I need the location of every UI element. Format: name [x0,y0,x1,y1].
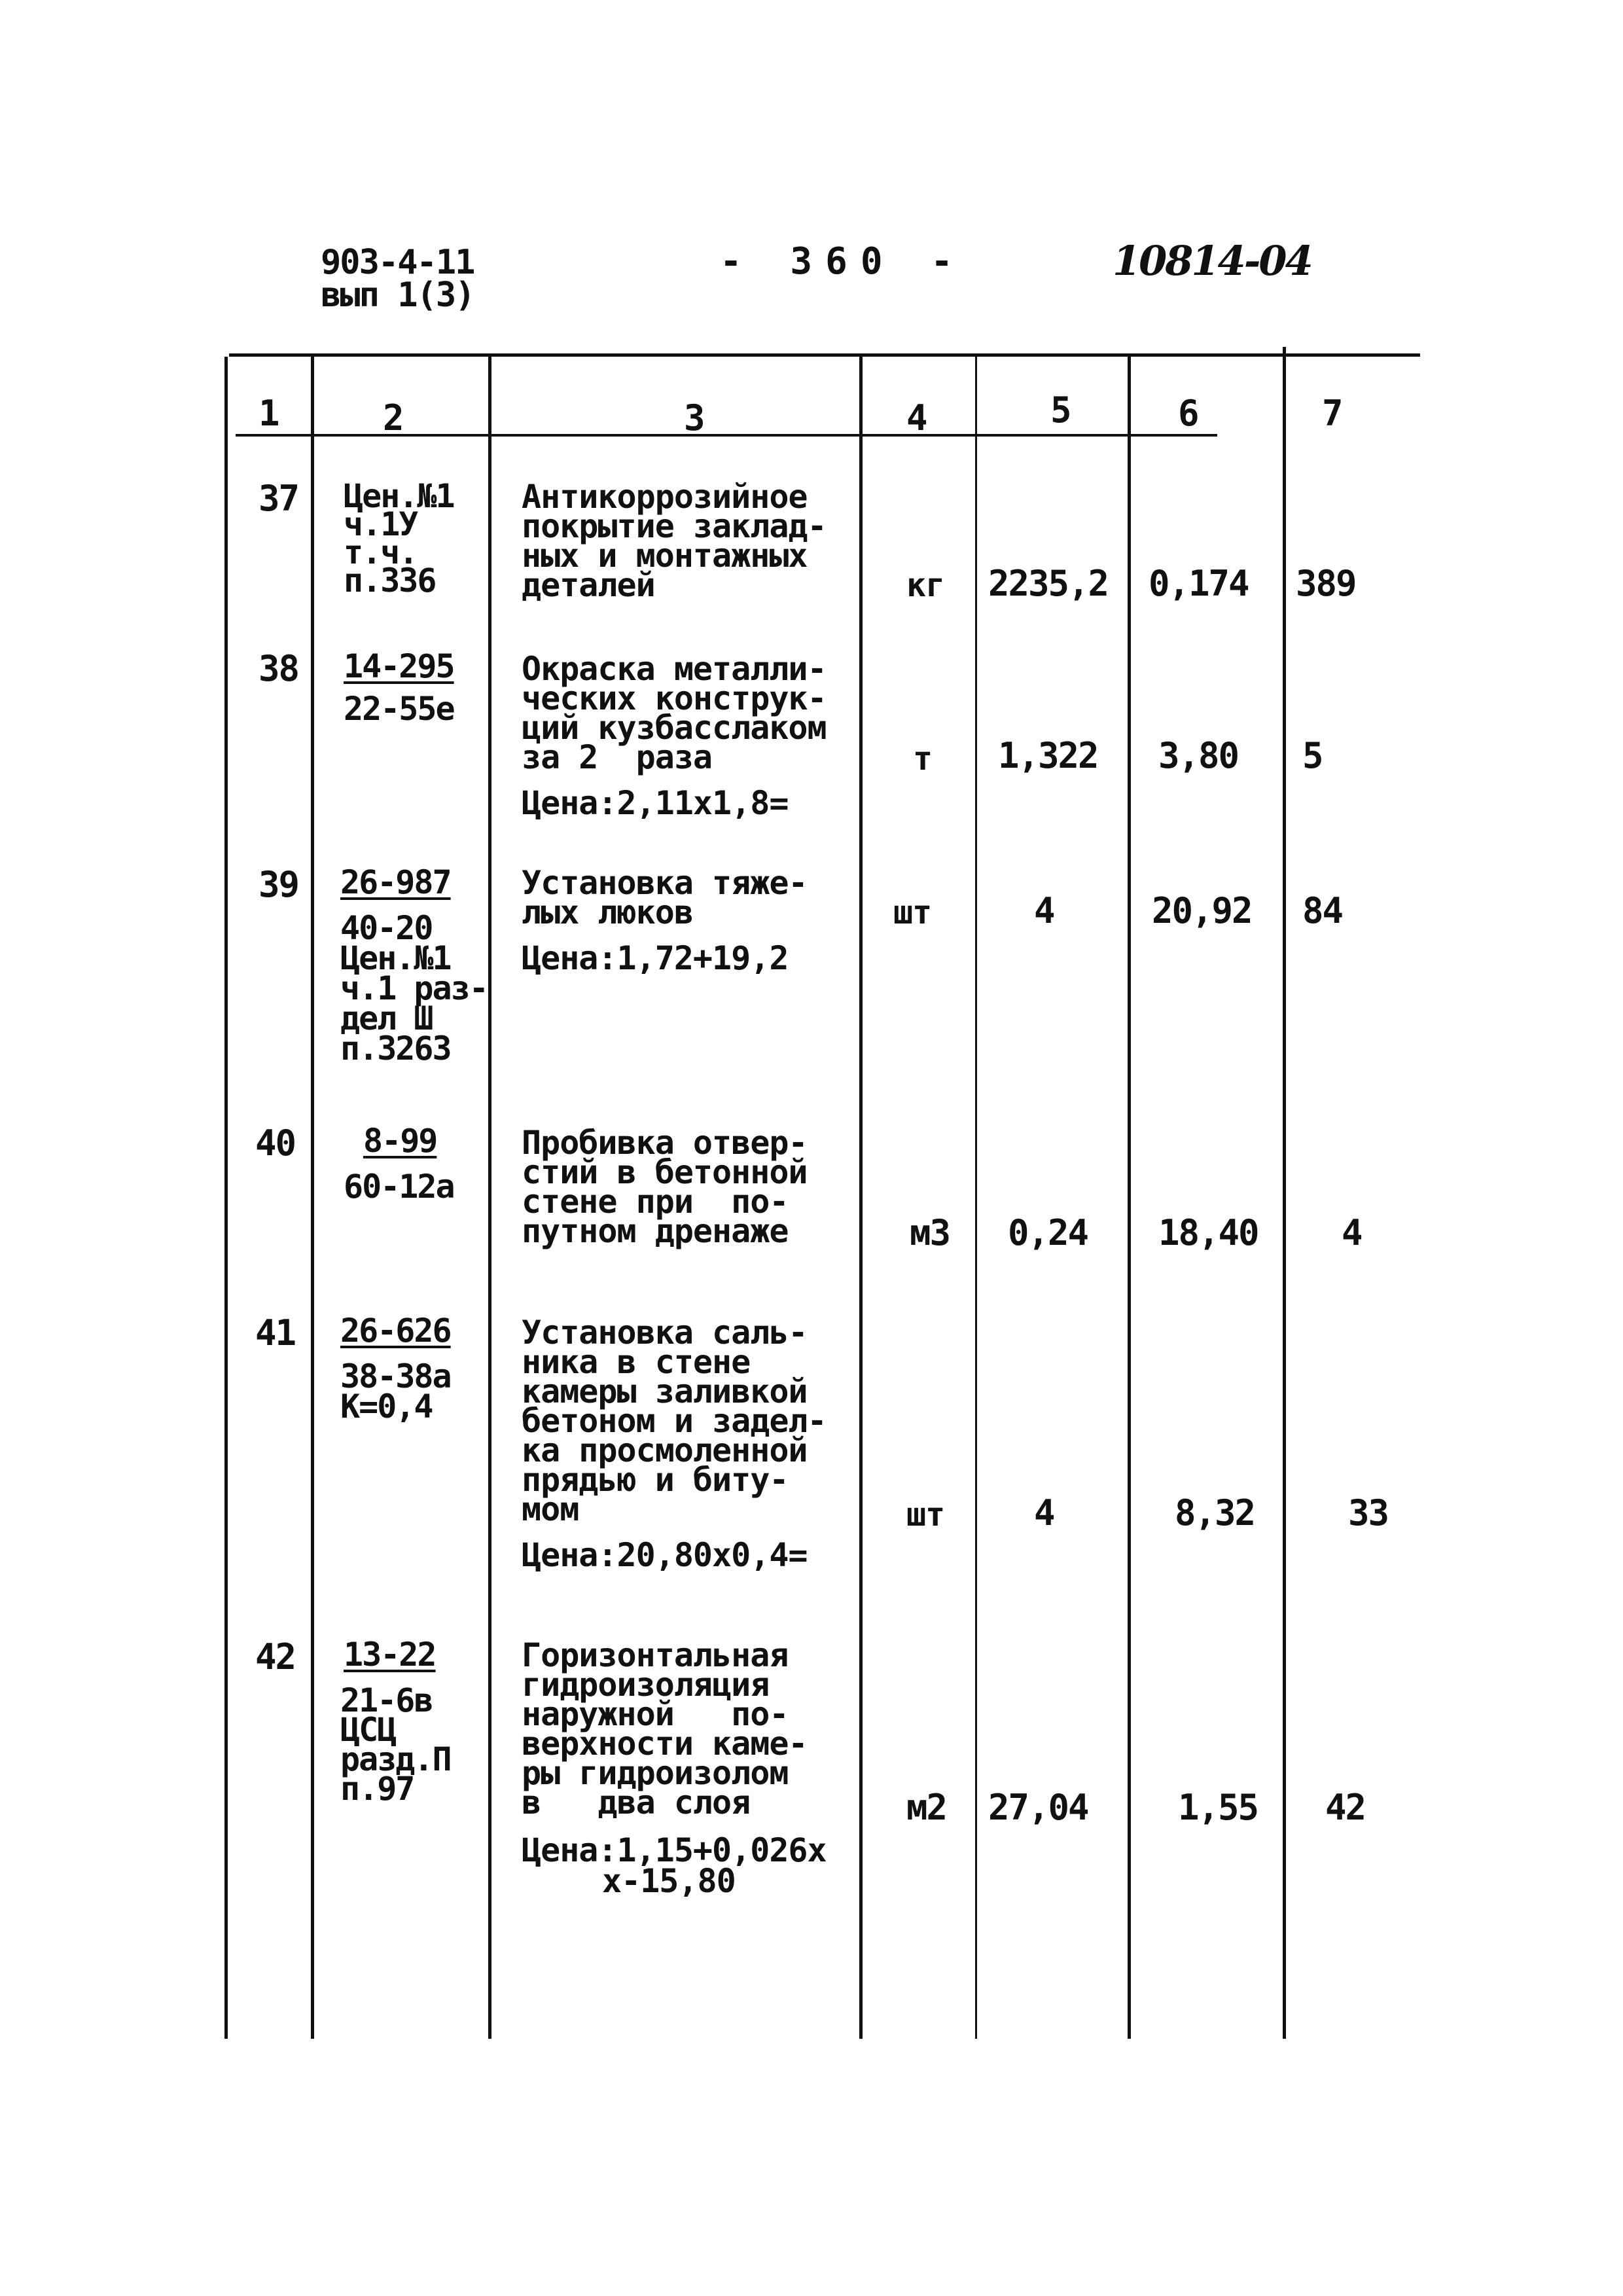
rate-code-line: ч.1У [344,505,418,543]
column-header-6: 6 [1178,393,1198,434]
column-divider-6 [1283,347,1286,2039]
rate-code-line: п.97 [340,1770,414,1808]
rate-code-line: 8-99 [363,1122,437,1160]
rate-code-line: ч.1 раз- [340,969,488,1007]
work-description-line: лых люков [522,893,693,931]
work-description-line: стене при по- [522,1183,789,1221]
work-description-line: ческих конструк- [522,679,827,717]
work-description-line: бетоном и задел- [522,1402,827,1440]
row-number: 39 [259,864,299,905]
rate-code-line: 22-55е [344,690,454,728]
quantity: 2235,2 [988,563,1109,604]
rate-code-line: дел Ш [340,999,433,1037]
row-number: 37 [259,478,299,519]
total-cost: 389 [1296,563,1356,604]
page-number: - 360 - [720,240,967,283]
unit-price: 18,40 [1158,1212,1258,1253]
work-description-line: ка просмоленной [522,1431,808,1469]
quantity: 4 [1034,1492,1054,1534]
unit-of-measure: м2 [906,1787,947,1828]
work-description-line: покрытие заклад- [522,507,827,545]
table-top-rule [229,353,1420,357]
rate-code-line: Цен.№1 [340,939,451,977]
column-divider-1 [311,357,314,2039]
unit-price: 3,80 [1158,735,1239,776]
work-description-line: Установка саль- [522,1314,808,1352]
work-description-line: Пробивка отвер- [522,1124,808,1162]
rate-code-line: К=0,4 [340,1388,433,1426]
row-number: 41 [255,1312,296,1354]
work-description-line: стий в бетонной [522,1153,808,1191]
rate-code-line: т.ч. [344,533,418,571]
unit-of-measure: м3 [910,1212,950,1253]
unit-of-measure: т [913,740,933,778]
work-description-line: камеры заливкой [522,1372,808,1410]
column-header-7: 7 [1322,393,1342,434]
unit-price: 1,55 [1178,1787,1258,1828]
work-description-line: Окраска металли- [522,650,827,688]
work-description-line: ры гидроизолом [522,1754,789,1792]
unit-price: 8,32 [1175,1492,1255,1534]
quantity: 0,24 [1008,1212,1088,1253]
row-number: 38 [259,648,299,689]
work-description-line: верхности каме- [522,1725,808,1763]
column-divider-5 [1128,357,1131,2039]
rate-code-line: 40-20 [340,909,433,947]
row-number: 42 [255,1636,296,1677]
work-description-line: наружной по- [522,1695,789,1733]
work-description-line: Горизонтальная [522,1636,789,1674]
rate-code-line: 26-626 [340,1312,451,1350]
work-description-line: ника в стене [522,1343,751,1381]
work-description-line: Установка тяже- [522,864,808,902]
quantity: 27,04 [988,1787,1088,1828]
price-formula: Цена:2,11х1,8= [522,784,789,822]
price-formula: Цена:20,80х0,4= [522,1536,808,1574]
work-description-line: деталей [522,566,655,604]
column-divider-3 [859,357,863,2039]
price-formula: Цена:1,72+19,2 [522,939,789,977]
column-divider-2 [488,357,491,2039]
quantity: 1,322 [998,735,1098,776]
rate-code-line: 21-6в [340,1681,433,1719]
rate-code-line: п.336 [344,562,436,600]
work-description-line: гидроизоляция [522,1666,770,1704]
column-divider-4 [975,357,977,2039]
rate-code-line: ЦСЦ [340,1711,396,1749]
unit-price: 0,174 [1149,563,1249,604]
quantity: 4 [1034,890,1054,931]
work-description-line: за 2 раза [522,738,713,776]
total-cost: 33 [1348,1492,1389,1534]
rate-code-line: 13-22 [344,1636,436,1674]
unit-of-measure: кг [906,566,945,604]
rate-code-line: разд.П [340,1740,451,1778]
total-cost: 5 [1302,735,1323,776]
rate-code-line: 38-38а [340,1357,451,1395]
column-header-3: 3 [684,397,704,439]
column-header-5: 5 [1050,389,1071,431]
total-cost: 4 [1342,1212,1362,1253]
row-number: 40 [255,1122,296,1164]
issue-label: вып 1(3) [321,276,474,315]
total-cost: 42 [1325,1787,1366,1828]
column-header-4: 4 [906,397,927,439]
column-header-2: 2 [383,397,403,439]
rate-code-line: 26-987 [340,863,451,901]
price-formula: Цена:1,15+0,026х [522,1831,827,1869]
unit-price: 20,92 [1152,890,1252,931]
work-description-line: прядью и биту- [522,1461,789,1499]
rate-code-line: 14-295 [344,647,454,685]
rate-code-line: Цен.№1 [344,477,454,515]
table-left-border [224,357,228,2039]
work-description-line: мом [522,1490,579,1528]
work-description-line: ных и монтажных [522,537,808,575]
rate-code-line: 60-12а [344,1168,454,1206]
column-header-1: 1 [259,393,279,434]
work-description-line: Антикоррозийное [522,478,808,516]
work-description-line: путном дренаже [522,1212,789,1250]
work-description-line: ций кузбасслаком [522,709,827,747]
handwritten-reference: 10814-04 [1113,237,1311,285]
rate-code-line: п.3263 [340,1030,451,1067]
unit-of-measure: шт [906,1496,945,1534]
unit-of-measure: шт [893,893,932,931]
price-formula: х-15,80 [602,1862,736,1900]
total-cost: 84 [1302,890,1343,931]
work-description-line: в два слоя [522,1784,751,1821]
document-code: 903-4-11 [321,243,474,282]
